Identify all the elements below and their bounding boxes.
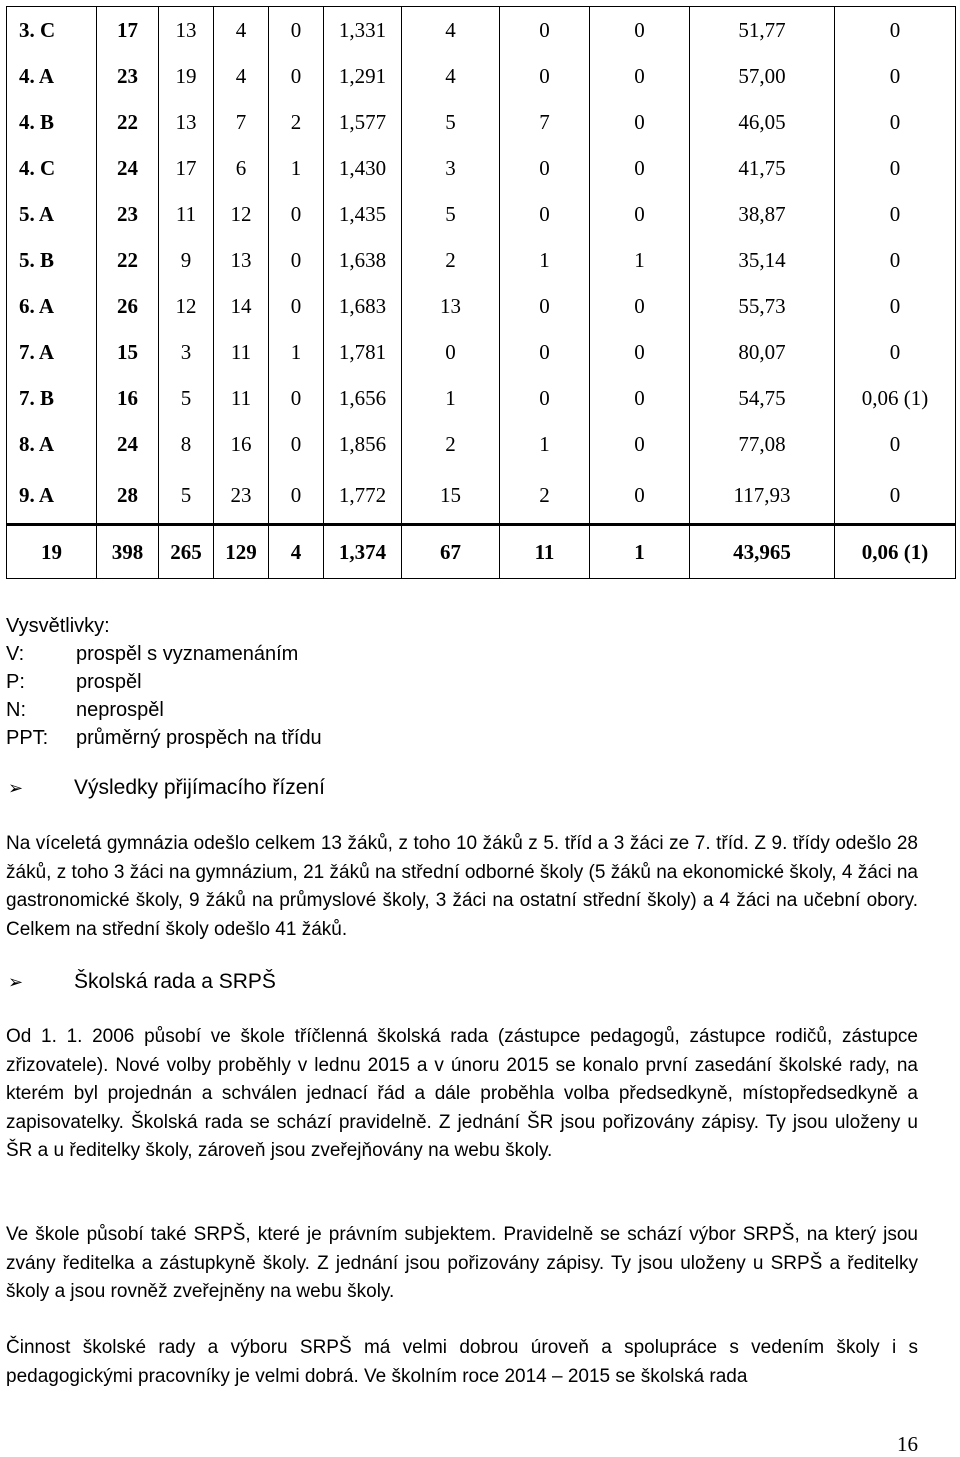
total-cell: 1 [590, 525, 690, 579]
table-cell: 1,577 [324, 99, 402, 145]
table-cell: 7 [500, 99, 590, 145]
table-cell: 12 [159, 283, 214, 329]
table-cell: 0 [835, 53, 956, 99]
table-cell: 1,856 [324, 421, 402, 467]
table-cell: 0 [269, 191, 324, 237]
table-cell: 0 [402, 329, 500, 375]
table-cell: 117,93 [690, 467, 835, 525]
total-cell: 19 [7, 525, 97, 579]
table-cell: 2 [500, 467, 590, 525]
table-cell: 0 [269, 7, 324, 54]
table-row [7, 421, 956, 467]
table-cell: 1,430 [324, 145, 402, 191]
table-cell: 77,08 [690, 421, 835, 467]
class-cell: 4. B [7, 99, 97, 145]
table-cell: 16 [97, 375, 159, 421]
legend [6, 612, 322, 752]
table-cell: 4 [214, 53, 269, 99]
total-cell: 4 [269, 525, 324, 579]
class-cell: 9. A [7, 467, 97, 525]
school-council-title: Školská rada a SRPŠ [74, 970, 276, 993]
table-cell: 0 [500, 7, 590, 54]
table-cell: 1 [500, 237, 590, 283]
total-cell: 129 [214, 525, 269, 579]
school-council-paragraph: Od 1. 1. 2006 působí ve škole tříčlenná školská rada (zástupce pedagogů, zástupce rodičů, zástupce zřizovatele). Nové volby proběhly v lednu 2015 a v únoru 2015 se konalo první zasedání školské rady, na kterém byl projednán a schválen jednací řád a dále proběhla volba předsedkyně, místopředsedkyně a zapisovatelky. Školská rada se schází pravidelně. Z jednání ŠR jsou pořizovány zápisy. Ty jsou uloženy u ŠR a u ředitelky školy, zároveň jsou zveřejňovány na webu školy. [6, 1026, 918, 1161]
table-cell: 1,291 [324, 53, 402, 99]
class-cell: 5. B [7, 237, 97, 283]
class-cell: 4. A [7, 53, 97, 99]
table-cell: 1 [500, 421, 590, 467]
table-cell: 0 [835, 329, 956, 375]
table-cell: 0 [835, 237, 956, 283]
table-cell: 0,06 (1) [835, 375, 956, 421]
table-cell: 0 [269, 237, 324, 283]
table-cell: 57,00 [690, 53, 835, 99]
table-cell: 1 [269, 145, 324, 191]
table-cell: 0 [269, 421, 324, 467]
table-cell: 1,435 [324, 191, 402, 237]
table-cell: 13 [159, 99, 214, 145]
srps-paragraph: Ve škole působí také SRPŠ, které je právním subjektem. Pravidelně se schází výbor SRPŠ, na který jsou zvány ředitelka a zástupkyně školy. Z jednání jsou pořizovány zápisy. Ty jsou uloženy u SRPŠ a ředitelky školy a jsou rovněž zveřejněny na webu školy. [6, 1224, 918, 1302]
total-cell: 0,06 (1) [835, 525, 956, 579]
table-total-row [7, 525, 956, 579]
total-cell: 67 [402, 525, 500, 579]
arrow-bullet-icon: ➢ [8, 971, 24, 992]
class-cell: 8. A [7, 421, 97, 467]
table-cell: 24 [97, 421, 159, 467]
class-cell: 7. B [7, 375, 97, 421]
table-row [7, 191, 956, 237]
table-cell: 2 [402, 421, 500, 467]
table-cell: 23 [97, 191, 159, 237]
table-cell: 38,87 [690, 191, 835, 237]
table-cell: 1 [269, 329, 324, 375]
table-cell: 6 [214, 145, 269, 191]
table-cell: 0 [500, 283, 590, 329]
table-cell: 0 [590, 283, 690, 329]
table-cell: 0 [500, 191, 590, 237]
table-cell: 26 [97, 283, 159, 329]
table-cell: 11 [214, 329, 269, 375]
table-cell: 3 [402, 145, 500, 191]
table-cell: 16 [214, 421, 269, 467]
school-council-heading [8, 970, 276, 994]
table-cell: 0 [590, 421, 690, 467]
table-cell: 11 [159, 191, 214, 237]
table-cell: 22 [97, 99, 159, 145]
table-cell: 0 [590, 99, 690, 145]
table-cell: 0 [590, 145, 690, 191]
total-cell: 1,374 [324, 525, 402, 579]
table-cell: 0 [269, 375, 324, 421]
table-cell: 23 [214, 467, 269, 525]
table-cell: 9 [159, 237, 214, 283]
table-cell: 5 [159, 467, 214, 525]
table-cell: 2 [269, 99, 324, 145]
table-cell: 0 [590, 467, 690, 525]
table-cell: 17 [159, 145, 214, 191]
table-cell: 5 [402, 99, 500, 145]
table-cell: 1,638 [324, 237, 402, 283]
table-cell: 1,656 [324, 375, 402, 421]
page-number: 16 [897, 1432, 918, 1456]
table-cell: 0 [590, 7, 690, 54]
legend-item-ppt: PPT: průměrný prospěch na třídu [6, 727, 322, 749]
table-cell: 54,75 [690, 375, 835, 421]
table-cell: 0 [269, 467, 324, 525]
table-cell: 0 [835, 145, 956, 191]
total-cell: 265 [159, 525, 214, 579]
total-cell: 43,965 [690, 525, 835, 579]
total-cell: 398 [97, 525, 159, 579]
table-cell: 5 [159, 375, 214, 421]
table-cell: 0 [500, 329, 590, 375]
table-cell: 0 [500, 53, 590, 99]
table-cell: 1,781 [324, 329, 402, 375]
legend-item-n: N: neprospěl [6, 699, 164, 721]
table-cell: 8 [159, 421, 214, 467]
table-cell: 23 [97, 53, 159, 99]
table-cell: 0 [835, 421, 956, 467]
table-cell: 0 [500, 145, 590, 191]
total-cell: 11 [500, 525, 590, 579]
table-cell: 0 [590, 329, 690, 375]
table-cell: 1,772 [324, 467, 402, 525]
table-cell: 7 [214, 99, 269, 145]
table-row [7, 237, 956, 283]
table-cell: 12 [214, 191, 269, 237]
table-cell: 0 [269, 283, 324, 329]
arrow-bullet-icon: ➢ [8, 777, 24, 798]
table-cell: 0 [835, 99, 956, 145]
table-cell: 80,07 [690, 329, 835, 375]
table-row [7, 53, 956, 99]
admission-results-title: Výsledky přijímacího řízení [74, 776, 325, 799]
legend-title: Vysvětlivky: [6, 615, 110, 637]
class-cell: 4. C [7, 145, 97, 191]
table-cell: 55,73 [690, 283, 835, 329]
table-cell: 15 [402, 467, 500, 525]
table-cell: 17 [97, 7, 159, 54]
class-cell: 7. A [7, 329, 97, 375]
table-cell: 0 [500, 375, 590, 421]
class-cell: 6. A [7, 283, 97, 329]
table-row [7, 99, 956, 145]
table-cell: 24 [97, 145, 159, 191]
table-cell: 22 [97, 237, 159, 283]
table-cell: 35,14 [690, 237, 835, 283]
table-cell: 4 [402, 7, 500, 54]
table-cell: 13 [159, 7, 214, 54]
table-row [7, 375, 956, 421]
table-cell: 1 [590, 237, 690, 283]
cooperation-paragraph: Činnost školské rady a výboru SRPŠ má velmi dobrou úroveň a spolupráce s vedením školy i s pedagogickými pracovníky je velmi dobrá. Ve školním roce 2014 – 2015 se školská rada [6, 1337, 918, 1387]
table-cell: 13 [402, 283, 500, 329]
class-results-table [6, 6, 956, 579]
table-cell: 0 [835, 191, 956, 237]
table-cell: 1 [402, 375, 500, 421]
table-cell: 1,331 [324, 7, 402, 54]
class-cell: 3. C [7, 7, 97, 54]
table-row [7, 145, 956, 191]
table-cell: 41,75 [690, 145, 835, 191]
table-cell: 4 [402, 53, 500, 99]
legend-item-v: V: prospěl s vyznamenáním [6, 643, 299, 665]
table-cell: 3 [159, 329, 214, 375]
table-cell: 19 [159, 53, 214, 99]
table-row [7, 329, 956, 375]
table-cell: 0 [835, 7, 956, 54]
table-cell: 5 [402, 191, 500, 237]
admission-results-heading [8, 776, 325, 800]
admission-results-paragraph: Na víceletá gymnázia odešlo celkem 13 žáků, z toho 10 žáků z 5. tříd a 3 žáci ze 7. tříd. Z 9. třídy odešlo 28 žáků, z toho 3 žáci na gymnázium, 21 žáků na střední odborné školy (5 žáků na ekonomické školy, 4 žáci na gastronomické školy, 9 žáků na průmyslové školy, 3 žáci na ostatní střední školy) a 4 žáci na učební obory. Celkem na střední školy odešlo 41 žáků. [6, 833, 918, 940]
table-cell: 28 [97, 467, 159, 525]
table-cell: 13 [214, 237, 269, 283]
table-cell: 14 [214, 283, 269, 329]
table-cell: 46,05 [690, 99, 835, 145]
table-cell: 0 [590, 191, 690, 237]
class-cell: 5. A [7, 191, 97, 237]
table-cell: 4 [214, 7, 269, 54]
table-cell: 51,77 [690, 7, 835, 54]
table-cell: 15 [97, 329, 159, 375]
table-row [7, 7, 956, 54]
table-row [7, 467, 956, 525]
table-cell: 11 [214, 375, 269, 421]
table-cell: 0 [269, 53, 324, 99]
table-cell: 0 [835, 283, 956, 329]
table-cell: 2 [402, 237, 500, 283]
legend-item-p: P: prospěl [6, 671, 142, 693]
table-cell: 1,683 [324, 283, 402, 329]
table-cell: 0 [590, 53, 690, 99]
table-cell: 0 [835, 467, 956, 525]
table-cell: 0 [590, 375, 690, 421]
table-row [7, 283, 956, 329]
